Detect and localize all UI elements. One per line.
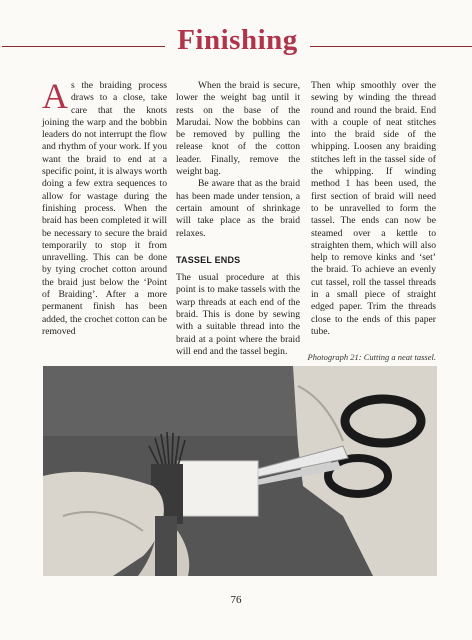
header-rule-right [310,46,472,47]
paragraph: Be aware that as the braid has been made under tension, a certain amount of shrinkage will take place as the braid relaxes. [176,178,300,239]
intro-text: s the braiding process draws to a close, take care that the knots joining the warp and the bobbin leaders do not interrupt the flow and rhythm of your work. If you want the braid to end at a specific point, it is always worth doing a few extra sequences to allow for wastage during the finishing process. When the braid has been completed it will be necessary to secure the braid temporarily to stop it from unravelling. This can be done by tying crochet cotton around the braid just below the ‘Point of Braiding’. After a more permanent finish has been added, the crochet cotton can be removed [42,80,167,337]
drop-cap: A [42,76,68,116]
text-column-2 [176,80,300,358]
paragraph: When the braid is secure, lower the weight bag until it rests on the base of the Marudai. Now the bobbins can be removed by pulling the release knot of the cotton leader. Finally, remove the weight bag. [176,80,300,178]
intro-paragraph [42,76,167,338]
page-title: Finishing [177,24,298,56]
paragraph: Then whip smoothly over the sewing by winding the thread round and round the braid. End with a couple of neat stitches into the braid side of the whipping. Loosen any braiding stitches left in the tassel side of the whipping. If winding method 1 has been used, the first section of braid will need to be unravelled to form the tassel. The ends can now be steamed over a kettle to straighten them, which will also help to remove kinks and ‘set’ the braid. To achieve an evenly cut tassel, roll the tassel threads in a small piece of straight edged paper. Trim the threads close to the ends of this paper tube. [311,80,436,337]
page-number: 76 [230,594,242,606]
paragraph: The usual procedure at this point is to make tassels with the warp threads at each end of the braid. This is done by sewing with a suitable thread into the braid at a point where the braid will end and the tassel begin. [176,272,300,357]
text-column-1 [42,76,167,338]
photograph-cutting-tassel [43,366,437,576]
photo-illustration [43,366,437,576]
text-column-3 [311,80,436,338]
section-heading: TASSEL ENDS [176,254,241,265]
paper-tube [178,461,258,516]
header-rule-left [2,46,165,47]
photo-caption: Photograph 21: Cutting a neat tassel. [307,352,436,362]
